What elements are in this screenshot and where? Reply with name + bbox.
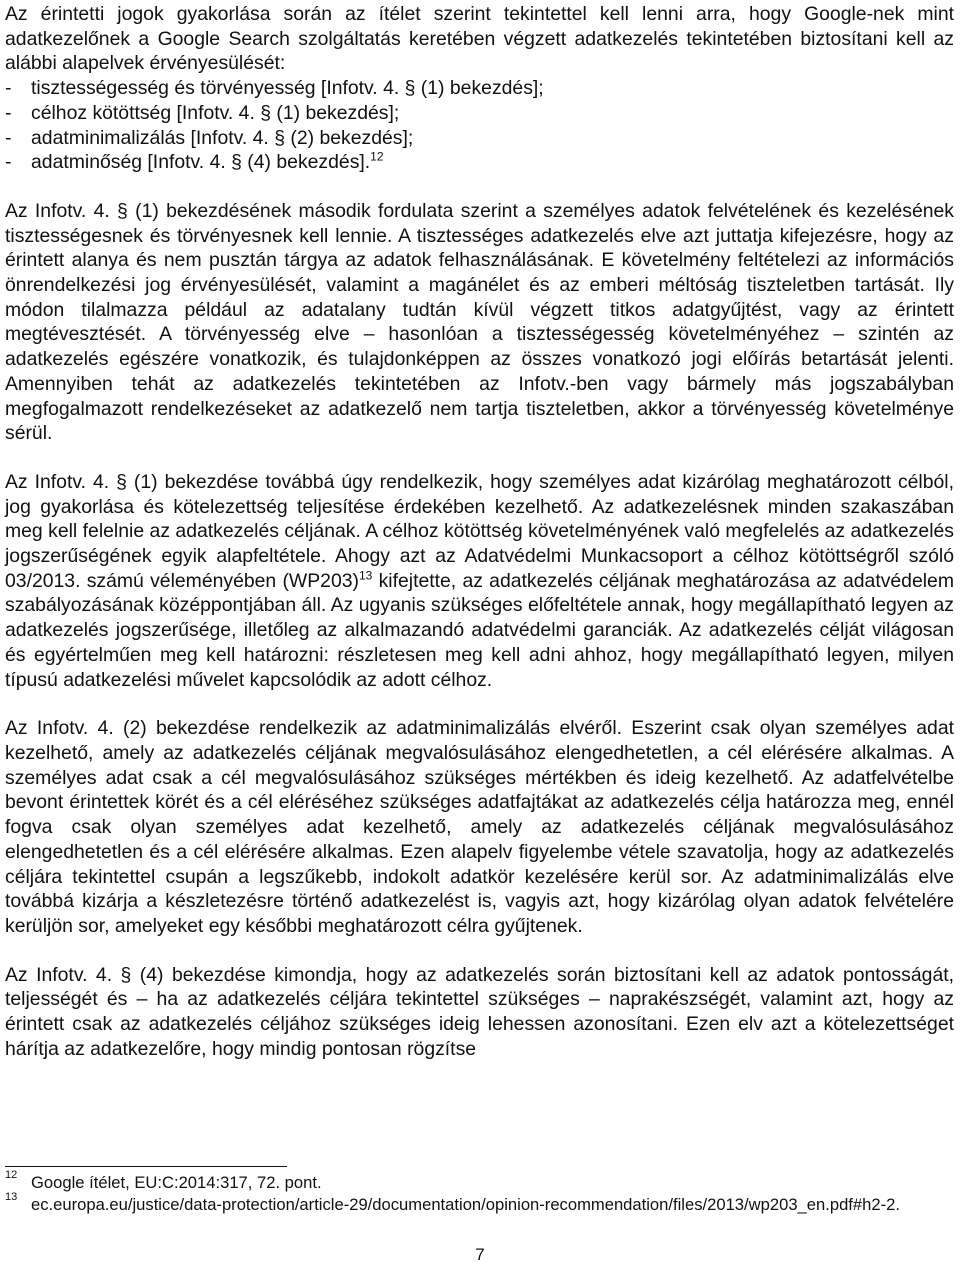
- footnote-number: 13: [5, 1191, 18, 1203]
- principle-text: célhoz kötöttség [Infotv. 4. § (1) bekezdés];: [31, 101, 400, 124]
- footnote-separator: [5, 1166, 287, 1167]
- footnote-reference[interactable]: 13: [358, 568, 373, 583]
- principle-item: [5, 150, 954, 175]
- paragraph-text: kifejtette, az adatkezelés céljának meghatározása az adatvédelem szabályozásának középpontjában áll. Az ugyanis szükséges előfeltétele annak, hogy megállapítható legyen az adatkezelés jogszerűsége, illetőleg az alkalmazandó adatvédelmi garanciák. Az adatkezelés célját világosan és egyértelműen meg kell határozni: részletesen meg kell adni ahhoz, hogy megállapítható legyen, milyen típusú adatkezelési művelet kapcsolódik az adott célhoz.: [5, 569, 954, 691]
- body-paragraph-data-minimisation: [5, 716, 954, 938]
- list-dash: -: [5, 101, 12, 124]
- list-dash: -: [5, 126, 12, 149]
- body-paragraph-purpose-limitation: [5, 470, 954, 692]
- footnote-item: [5, 1191, 955, 1216]
- footnote-reference[interactable]: 12: [370, 149, 384, 164]
- principles-list: [5, 76, 954, 175]
- footnote-item: [5, 1169, 955, 1194]
- paragraph-text: Az Infotv. 4. § (1) bekezdése továbbá úgy rendelkezik, hogy személyes adat kizárólag meghatározott célból, jog gyakorlása és kötelezettség teljesítése érdekében kezelhető. Az adatkezelésnek minden szakaszában meg kell felelnie az adatkezelés céljának. A célhoz kötöttség követelményének való megfelelés az adatkezelés jogszerűségének egyik alapfeltétele. Ahogy azt az Adatvédelmi Munkacsoport a célhoz kötöttségről szóló 03/2013. számú véleményében (WP203): [5, 470, 954, 592]
- principle-text: adatminimalizálás [Infotv. 4. § (2) bekezdés];: [31, 126, 414, 149]
- footnote-number: 12: [5, 1169, 18, 1181]
- paragraph-text: Az Infotv. 4. § (4) bekezdése kimondja, hogy az adatkezelés során biztosítani kell az adatok pontosságát, teljességét és – ha az adatkezelés céljára tekintettel szükséges – naprakészségét, valamint azt, hogy az érintett csak az adatkezelés céljához szükséges ideig lehessen azonosítani. Ezen elv azt a kötelezettséget hárítja az adatkezelőre, hogy mindig pontosan rögzítse: [5, 963, 954, 1060]
- principle-text: adatminőség [Infotv. 4. § (4) bekezdés].: [31, 151, 371, 174]
- list-dash: -: [5, 151, 12, 174]
- paragraph-text: Az Infotv. 4. (2) bekezdése rendelkezik az adatminimalizálás elvéről. Eszerint csak olyan személyes adat kezelhető, amely az adatkezelés céljának megvalósulásához elengedhetetlen, a cél elérésére alkalmas. A személyes adat csak a cél megvalósulásához szükséges mértékben és ideig kezelhető. Az adatfelvételbe bevont érintettek körét és a cél eléréséhez szükséges adatfajtákat az adatkezelés célja határozza meg, ennél fogva csak olyan személyes adat kezelhető, amely az adatkezelés céljának megvalósulásához elengedhetetlen és a cél elérésére alkalmas. Ezen alapelv figyelembe vétele szavatolja, hogy az adatkezelés céljára tekintettel csupán a legszűkebb, indokolt adatkör kezelésére kerül sor. Az adatminimalizálás elve továbbá kizárja a készletezésre történő adatkezelést is, vagyis azt, hogy kizárólag olyan adatok felvételére kerüljön sor, amelyeket egy későbbi meghatározott célra gyűjtenek.: [5, 717, 954, 937]
- page-number: 7: [475, 1245, 485, 1264]
- body-paragraph-fairness: [5, 199, 954, 446]
- paragraph-text: Az Infotv. 4. § (1) bekezdésének második fordulata szerint a személyes adatok felvételének és kezelésének tisztességesnek és törvényesnek kell lennie. A tisztességes adatkezelés elve azt juttatja kifejezésre, hogy az érintett alanya és nem pusztán tárgya az adatok felhasználásának. E követelmény feltételezi az információs önrendelkezési jog érvényesülését, valamint a magánélet és az emberi méltóság tiszteletben tartását. Ily módon tilalmazza például az adatalany tudtán kívül végzett titkos adatgyűjtést, vagy az érintett megtévesztését. A törvényesség elve – hasonlóan a tisztességesség követelményéhez – szintén az adatkezelés egészére vonatkozik, és tulajdonképpen az összes vonatkozó jogi előírás betartását jelenti. Amennyiben tehát az adatkezelés tekintetében az Infotv.-ben vagy bármely más jogszabályban megfogalmazott rendelkezéseket az adatkezelő nem tartja tiszteletben, akkor a törvényesség követelménye sérül.: [5, 199, 954, 445]
- footnote-link[interactable]: ec.europa.eu/justice/data-protection/article-29/documentation/opinion-recommendation/files/2013/wp203_en.pdf#h2-2.: [31, 1195, 900, 1214]
- intro-paragraph: Az érintetti jogok gyakorlása során az ítélet szerint tekintettel kell lenni arra, hogy Google-nek mint adatkezelőnek a Google Search szolgáltatás keretében végzett adatkezelés tekintetében biztosítani kell az alábbi alapelvek érvényesülését:: [5, 3, 954, 75]
- list-dash: -: [5, 77, 12, 100]
- principle-item: [5, 76, 954, 101]
- principle-item: [5, 101, 954, 126]
- body-paragraph-accuracy: [5, 963, 954, 1062]
- footnote-text: Google ítélet, EU:C:2014:317, 72. pont.: [31, 1173, 322, 1192]
- principle-item: [5, 126, 954, 151]
- footnotes: [5, 1169, 955, 1216]
- principle-text: tisztességesség és törvényesség [Infotv. 4. § (1) bekezdés];: [31, 77, 544, 100]
